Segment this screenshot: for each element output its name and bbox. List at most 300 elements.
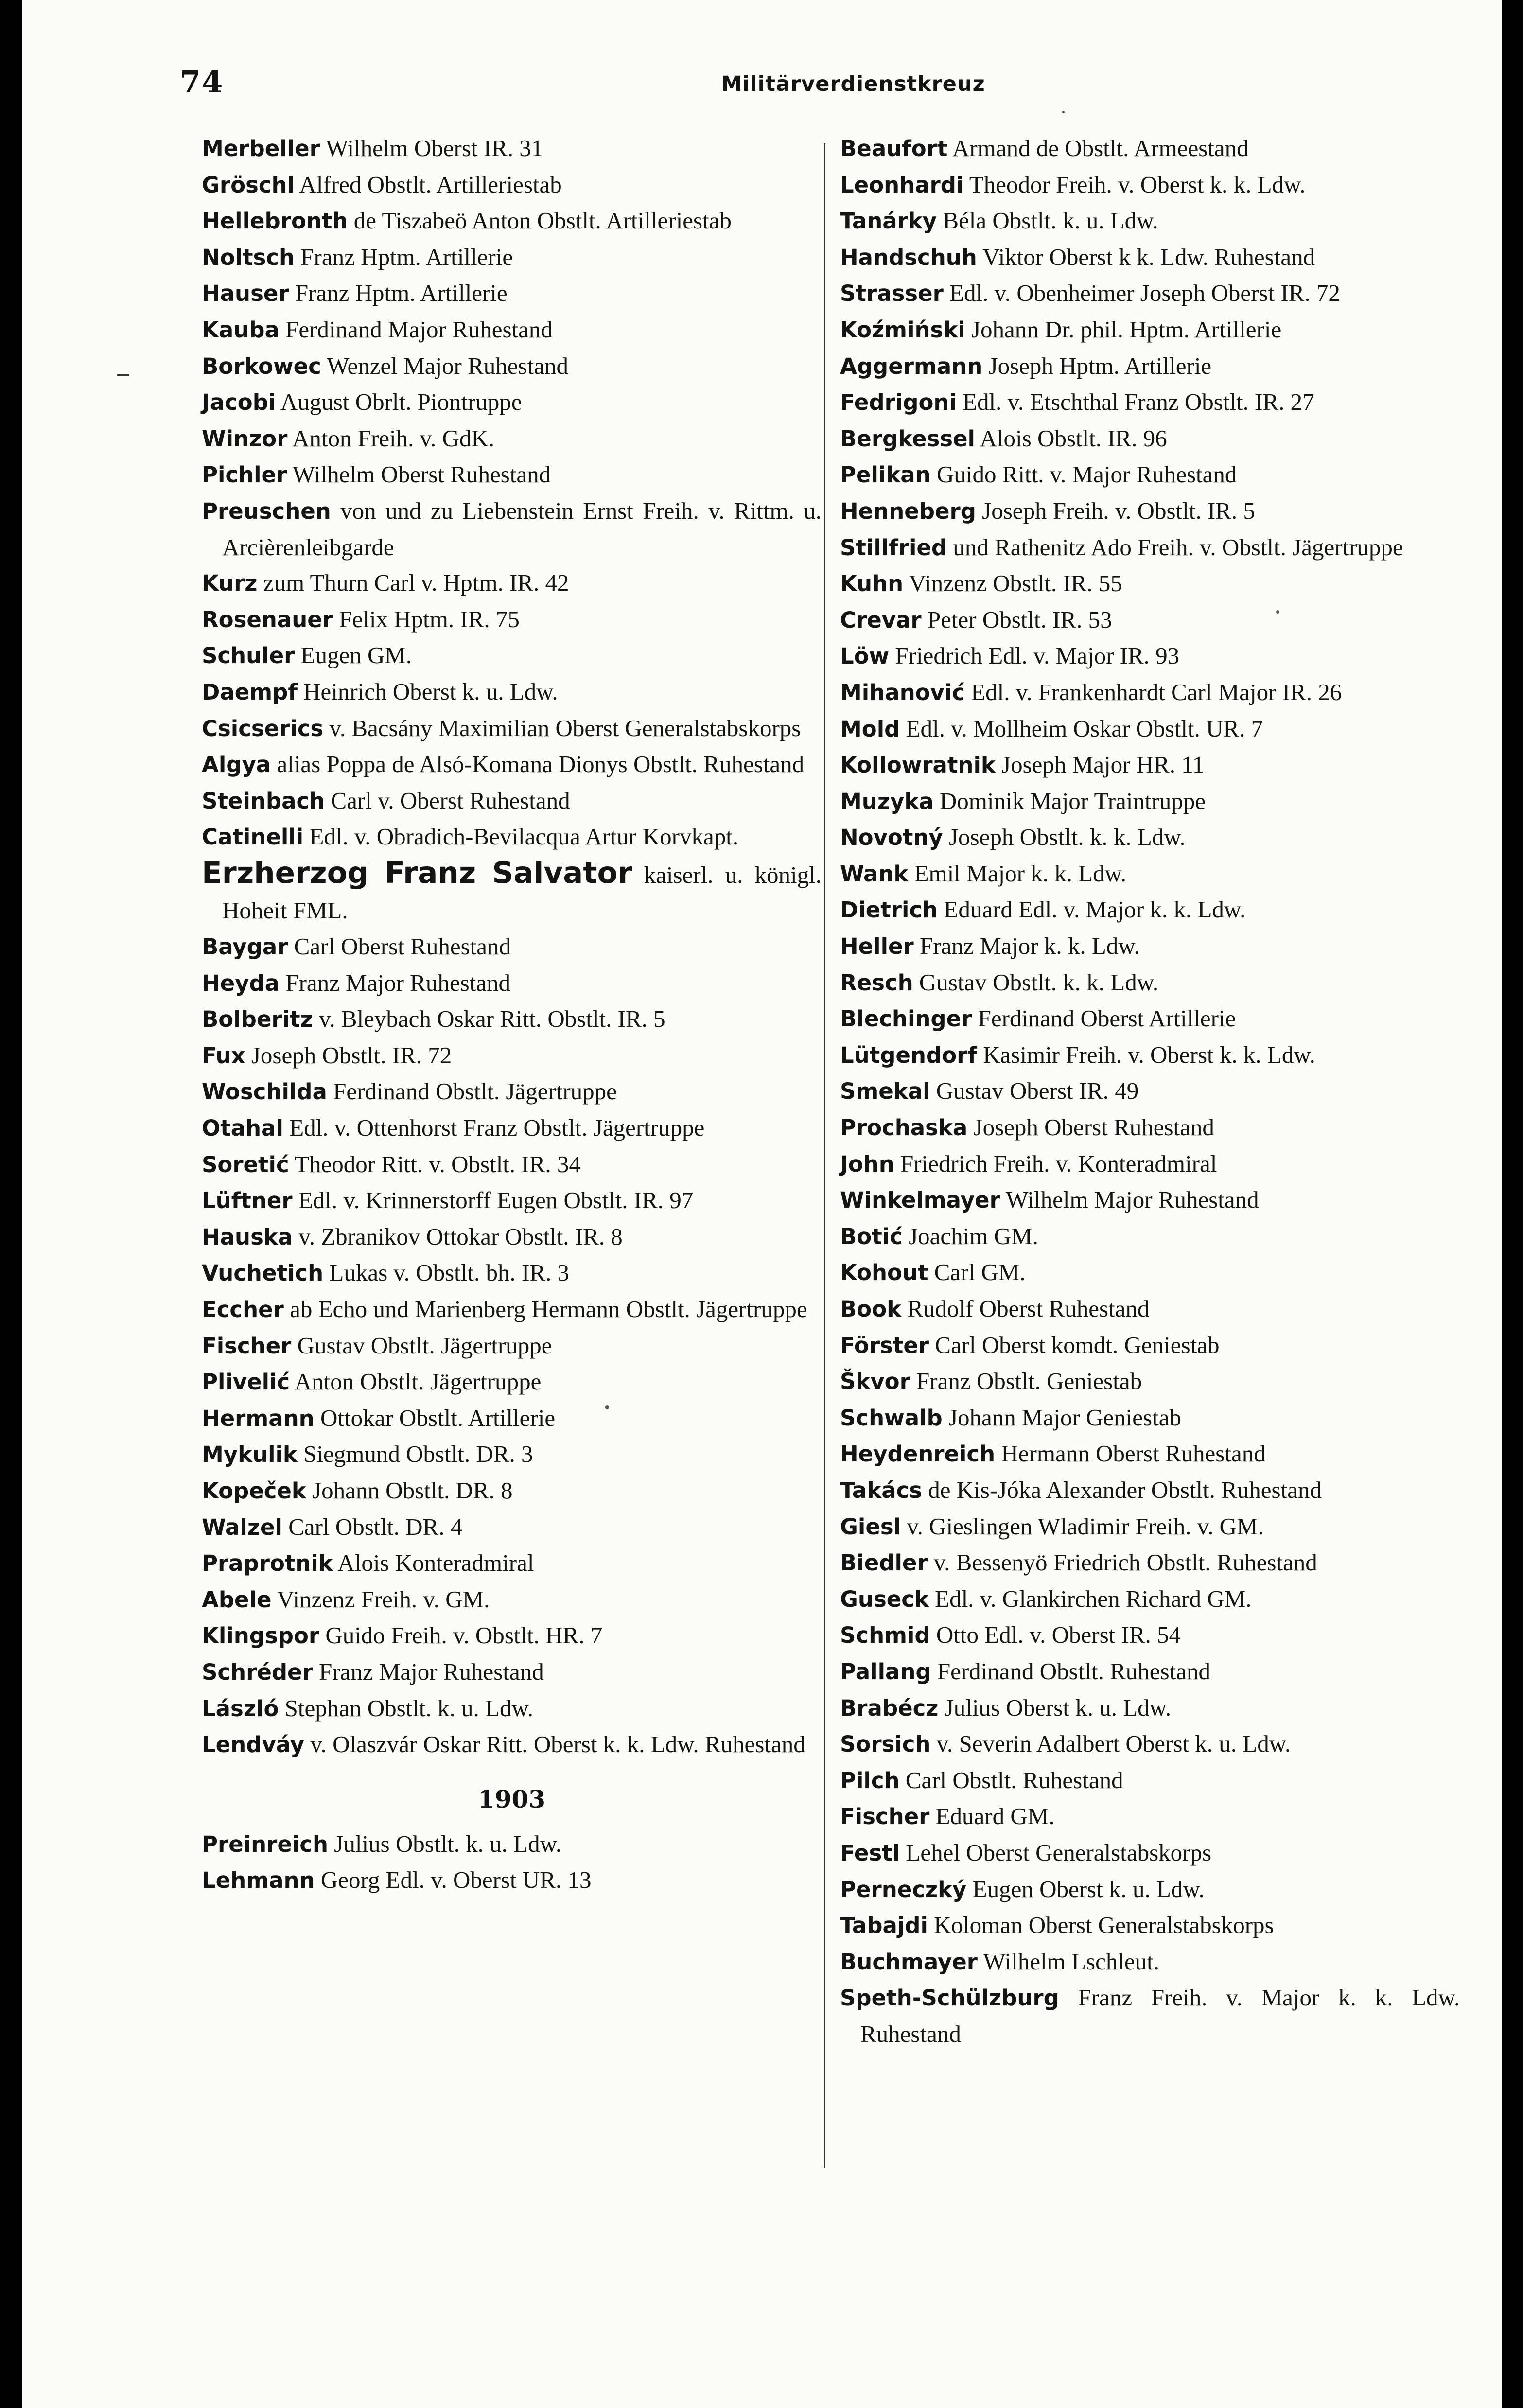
list-entry xyxy=(202,1146,822,1183)
margin-mark xyxy=(117,374,129,376)
entry-details: Wilhelm Oberst Ruhestand xyxy=(292,461,551,488)
entry-details: alias Poppa de Alsó-Komana Dionys Obstlt. Ruhestand xyxy=(277,751,805,778)
entry-surname: Mykulik xyxy=(202,1441,298,1468)
list-entry xyxy=(840,1944,1460,1980)
left-column xyxy=(202,130,822,1898)
entry-details: Edl. v. Ottenhorst Franz Obstlt. Jägertruppe xyxy=(289,1114,705,1142)
entry-surname: Merbeller xyxy=(202,136,320,161)
entry-surname: Hermann xyxy=(202,1405,315,1431)
entry-surname: Plivelić xyxy=(202,1369,290,1395)
entry-surname: Tabajdi xyxy=(840,1913,928,1939)
entry-details: Ottokar Obstlt. Artillerie xyxy=(320,1404,556,1431)
entry-surname: Fedrigoni xyxy=(840,389,957,416)
book-page xyxy=(22,0,1502,2408)
entry-details: Joseph Hptm. Artillerie xyxy=(988,352,1212,379)
list-entry xyxy=(202,1617,822,1654)
page-number: 74 xyxy=(180,64,224,100)
list-entry xyxy=(840,1581,1460,1617)
running-title: Militärverdienstkreuz xyxy=(721,72,985,96)
list-entry xyxy=(840,1109,1460,1146)
entry-surname: Gröschl xyxy=(202,172,295,198)
list-entry xyxy=(840,130,1460,167)
entry-details: v. Bessenyö Friedrich Obstlt. Ruhestand xyxy=(933,1549,1317,1576)
entry-surname: Csicserics xyxy=(202,715,324,741)
entry-surname: Dietrich xyxy=(840,897,938,923)
entry-details: Joseph Oberst Ruhestand xyxy=(973,1114,1214,1141)
list-entry xyxy=(840,384,1460,421)
entry-surname: Schréder xyxy=(202,1659,313,1685)
entry-details: Edl. v. Obenheimer Joseph Oberst IR. 72 xyxy=(949,280,1340,307)
entry-details: Ferdinand Obstlt. Jägertruppe xyxy=(333,1078,617,1105)
entry-surname: Lendváy xyxy=(202,1732,305,1758)
list-entry xyxy=(840,1690,1460,1726)
entry-surname: Kurz xyxy=(202,570,258,597)
entry-details: zum Thurn Carl v. Hptm. IR. 42 xyxy=(263,569,569,597)
entry-details: Carl Obstlt. Ruhestand xyxy=(905,1766,1123,1793)
entry-details: Anton Obstlt. Jägertruppe xyxy=(294,1368,542,1395)
list-entry xyxy=(202,1400,822,1437)
list-entry xyxy=(202,239,822,276)
column-divider xyxy=(824,143,825,2168)
entry-details: kaiserl. u. königl. Hoheit FML. xyxy=(222,861,822,924)
entry-surname: Škvor xyxy=(840,1369,910,1395)
entry-surname: Pilch xyxy=(840,1767,900,1793)
entry-surname: Botić xyxy=(840,1223,903,1249)
entry-surname: Stillfried xyxy=(840,534,947,561)
entry-details: v. Olaszvár Oskar Ritt. Oberst k. k. Ldw. Ruhestand xyxy=(310,1731,805,1758)
entry-details: Eugen GM. xyxy=(300,642,412,669)
list-entry xyxy=(202,1255,822,1291)
list-entry xyxy=(840,1472,1460,1509)
list-entry xyxy=(202,1654,822,1690)
list-entry xyxy=(202,783,822,819)
entry-details: Alois Obstlt. IR. 96 xyxy=(980,424,1167,452)
entry-surname: Mold xyxy=(840,716,900,742)
left-entry-list xyxy=(202,130,822,1763)
list-entry xyxy=(840,819,1460,856)
entry-details: Otto Edl. v. Oberst IR. 54 xyxy=(936,1621,1181,1649)
entry-surname: Blechinger xyxy=(840,1006,972,1032)
entry-surname: Soretić xyxy=(202,1151,289,1178)
entry-surname: Heydenreich xyxy=(840,1441,996,1467)
entry-details: Edl. v. Krinnerstorff Eugen Obstlt. IR. 97 xyxy=(298,1187,694,1214)
list-entry xyxy=(840,1363,1460,1400)
entry-details: Eduard GM. xyxy=(935,1803,1055,1830)
entry-surname: Fischer xyxy=(840,1804,930,1830)
entry-surname: Walzel xyxy=(202,1514,282,1540)
list-entry xyxy=(202,1473,822,1509)
list-entry xyxy=(202,421,822,457)
entry-details: Lukas v. Obstlt. bh. IR. 3 xyxy=(329,1259,570,1286)
scan-border-left xyxy=(0,0,22,2408)
list-entry xyxy=(202,167,822,203)
list-entry xyxy=(840,1073,1460,1109)
list-entry xyxy=(840,1871,1460,1908)
list-entry xyxy=(840,1146,1460,1182)
entry-details: Franz Major Ruhestand xyxy=(285,969,511,996)
list-entry xyxy=(202,601,822,638)
list-entry xyxy=(840,1037,1460,1073)
entry-surname: Fux xyxy=(202,1042,245,1069)
entry-surname: Muzyka xyxy=(840,788,934,814)
entry-details: Gustav Oberst IR. 49 xyxy=(936,1077,1139,1105)
entry-details: Guido Ritt. v. Major Ruhestand xyxy=(936,461,1237,488)
entry-details: Ferdinand Obstlt. Ruhestand xyxy=(937,1657,1210,1685)
list-entry xyxy=(840,892,1460,928)
list-entry xyxy=(840,457,1460,493)
entry-surname: Klingspor xyxy=(202,1623,320,1649)
entry-surname: Eccher xyxy=(202,1297,284,1322)
entry-surname: Abele xyxy=(202,1586,272,1613)
entry-surname: Prochaska xyxy=(840,1115,968,1141)
entry-details: Emil Major k. k. Ldw. xyxy=(914,860,1127,887)
entry-details: Kasimir Freih. v. Oberst k. k. Ldw. xyxy=(983,1041,1315,1068)
entry-surname: Festl xyxy=(840,1840,900,1866)
list-entry xyxy=(202,1436,822,1473)
entry-surname: Löw xyxy=(840,643,890,669)
entry-details: Julius Obstlt. k. u. Ldw. xyxy=(334,1830,562,1857)
entry-details: Friedrich Edl. v. Major IR. 93 xyxy=(895,642,1180,669)
entry-surname: Preinreich xyxy=(202,1831,329,1857)
list-entry xyxy=(202,1690,822,1727)
entry-details: Carl Obstlt. DR. 4 xyxy=(288,1513,463,1540)
entry-details: Friedrich Freih. v. Konteradmiral xyxy=(900,1150,1217,1177)
entry-details: Franz Hptm. Artillerie xyxy=(300,243,513,270)
entry-details: Franz Hptm. Artillerie xyxy=(295,280,508,307)
entry-surname: Hauska xyxy=(202,1224,293,1250)
entry-details: Johann Major Geniestab xyxy=(948,1404,1181,1431)
left-entry-list-1903 xyxy=(202,1826,822,1898)
entry-details: de Tiszabeö Anton Obstlt. Artilleriestab xyxy=(353,207,732,234)
list-entry xyxy=(202,1291,822,1328)
entry-surname: Jacobi xyxy=(202,389,276,416)
entry-details: Guido Freih. v. Obstlt. HR. 7 xyxy=(325,1622,603,1649)
print-speck xyxy=(1062,111,1065,113)
list-entry xyxy=(840,1327,1460,1364)
list-entry xyxy=(840,856,1460,892)
entry-details: Gustav Obstlt. Jägertruppe xyxy=(297,1332,552,1359)
entry-details: Vinzenz Freih. v. GM. xyxy=(277,1585,490,1613)
entry-details: Lehel Oberst Generalstabskorps xyxy=(906,1839,1212,1866)
entry-surname: Pichler xyxy=(202,462,287,488)
list-entry xyxy=(202,710,822,747)
entry-details: Wilhelm Lschleut. xyxy=(983,1948,1160,1975)
entry-details: Edl. v. Glankirchen Richard GM. xyxy=(935,1585,1252,1612)
list-entry xyxy=(202,457,822,493)
entry-surname: Mihanović xyxy=(840,679,965,705)
list-entry xyxy=(202,1328,822,1364)
entry-details: Armand de Obstlt. Armeestand xyxy=(952,135,1249,161)
list-entry xyxy=(840,1254,1460,1291)
entry-details: de Kis-Jóka Alexander Obstlt. Ruhestand xyxy=(928,1476,1322,1503)
entry-details: Joseph Freih. v. Obstlt. IR. 5 xyxy=(982,497,1255,524)
list-entry xyxy=(202,275,822,312)
entry-details: Béla Obstlt. k. u. Ldw. xyxy=(943,207,1158,234)
entry-details: Edl. v. Obradich-Bevilacqua Artur Korvkapt. xyxy=(309,823,739,850)
year-heading: 1903 xyxy=(477,1784,546,1813)
list-entry xyxy=(202,1182,822,1219)
list-entry xyxy=(202,1726,822,1763)
entry-details: Eugen Oberst k. u. Ldw. xyxy=(972,1875,1205,1902)
list-entry xyxy=(202,1862,822,1898)
entry-details: Joseph Obstlt. IR. 72 xyxy=(251,1041,452,1069)
list-entry xyxy=(202,203,822,239)
entry-surname: Schmid xyxy=(840,1622,930,1649)
list-entry xyxy=(840,674,1460,711)
entry-details: Stephan Obstlt. k. u. Ldw. xyxy=(284,1694,533,1722)
list-entry xyxy=(840,203,1460,239)
list-entry xyxy=(840,493,1460,529)
list-entry xyxy=(840,1762,1460,1799)
entry-surname: Pelikan xyxy=(840,462,931,488)
entry-details: Johann Dr. phil. Hptm. Artillerie xyxy=(971,316,1282,343)
list-entry xyxy=(202,1110,822,1146)
entry-surname: Henneberg xyxy=(840,498,976,524)
list-entry xyxy=(202,965,822,1002)
entry-details: Hermann Oberst Ruhestand xyxy=(1001,1440,1266,1467)
entry-surname: Förster xyxy=(840,1332,929,1358)
entry-details: Edl. v. Etschthal Franz Obstlt. IR. 27 xyxy=(963,388,1314,416)
entry-surname: Algya xyxy=(202,752,271,778)
entry-surname: Biedler xyxy=(840,1550,928,1576)
list-entry xyxy=(840,239,1460,276)
entry-details: Carl v. Oberst Ruhestand xyxy=(331,787,570,814)
entry-surname: Perneczký xyxy=(840,1876,967,1902)
entry-details: Alfred Obstlt. Artilleriestab xyxy=(299,171,562,198)
list-entry xyxy=(202,855,822,929)
entry-details: Heinrich Oberst k. u. Ldw. xyxy=(303,678,558,705)
entry-surname: Winzor xyxy=(202,425,288,452)
entry-details: Carl Oberst komdt. Geniestab xyxy=(935,1331,1220,1358)
entry-details: Gustav Obstlt. k. k. Ldw. xyxy=(919,968,1159,996)
entry-details: Alois Konteradmiral xyxy=(337,1549,534,1577)
entry-details: Georg Edl. v. Oberst UR. 13 xyxy=(320,1866,592,1894)
entry-surname: Tanárky xyxy=(840,208,937,234)
list-entry xyxy=(202,1001,822,1037)
list-entry xyxy=(840,928,1460,965)
right-column xyxy=(840,130,1460,2052)
entry-surname: Wank xyxy=(840,861,909,887)
entry-details: Edl. v. Mollheim Oskar Obstlt. UR. 7 xyxy=(906,715,1263,742)
entry-details: Ferdinand Oberst Artillerie xyxy=(978,1005,1236,1032)
entry-surname: Strasser xyxy=(840,281,944,307)
entry-surname: Sorsich xyxy=(840,1731,931,1758)
entry-details: und Rathenitz Ado Freih. v. Obstlt. Jägertruppe xyxy=(953,533,1403,561)
entry-details: v. Gieslingen Wladimir Freih. v. GM. xyxy=(907,1512,1264,1540)
entry-details: Edl. v. Frankenhardt Carl Major IR. 26 xyxy=(971,678,1342,705)
entry-details: Carl GM. xyxy=(934,1259,1026,1286)
entry-details: v. Bacsány Maximilian Oberst Generalstabskorps xyxy=(329,714,801,741)
list-entry xyxy=(840,747,1460,783)
entry-details: Dominik Major Traintruppe xyxy=(939,787,1206,814)
list-entry xyxy=(202,312,822,348)
list-entry xyxy=(202,348,822,385)
entry-surname: Giesl xyxy=(840,1513,901,1540)
entry-surname: Smekal xyxy=(840,1078,930,1105)
list-entry xyxy=(840,529,1460,566)
right-entry-list xyxy=(840,130,1460,2052)
list-entry xyxy=(202,1073,822,1110)
entry-details: Siegmund Obstlt. DR. 3 xyxy=(303,1441,533,1468)
entry-surname: Bolberitz xyxy=(202,1006,313,1033)
entry-details: ab Echo und Marienberg Hermann Obstlt. Jägertruppe xyxy=(290,1296,807,1322)
entry-surname: Kohout xyxy=(840,1260,928,1286)
list-entry xyxy=(840,783,1460,820)
entry-details: Johann Obstlt. DR. 8 xyxy=(312,1476,513,1504)
entry-details: Joseph Obstlt. k. k. Ldw. xyxy=(948,824,1186,851)
list-entry xyxy=(840,1400,1460,1436)
entry-surname: Hellebronth xyxy=(202,208,348,234)
entry-surname: Bergkessel xyxy=(840,425,975,452)
entry-surname: Hauser xyxy=(202,281,289,307)
entry-details: Felix Hptm. IR. 75 xyxy=(339,605,520,633)
entry-surname: Koźmiński xyxy=(840,316,965,343)
list-entry xyxy=(840,565,1460,602)
list-entry xyxy=(840,711,1460,747)
entry-details: v. Bleybach Oskar Ritt. Obstlt. IR. 5 xyxy=(318,1005,665,1033)
list-entry xyxy=(202,384,822,421)
entry-surname: Winkelmayer xyxy=(840,1187,1000,1213)
list-entry xyxy=(202,674,822,710)
print-speck xyxy=(1276,610,1279,614)
entry-surname: Resch xyxy=(840,969,913,996)
entry-details: Viktor Oberst k k. Ldw. Ruhestand xyxy=(982,243,1315,270)
entry-surname: Kuhn xyxy=(840,571,904,597)
list-entry xyxy=(840,965,1460,1001)
list-entry xyxy=(202,130,822,167)
entry-surname: Vuchetich xyxy=(202,1260,324,1286)
entry-surname: Novotný xyxy=(840,825,943,851)
entry-surname: Lütgendorf xyxy=(840,1042,977,1068)
entry-details: Joseph Major HR. 11 xyxy=(1001,751,1205,778)
list-entry xyxy=(840,602,1460,638)
list-entry xyxy=(840,1980,1460,2052)
entry-details: von und zu Liebenstein Ernst Freih. v. Rittm. u. Arcièrenleibgarde xyxy=(222,497,822,561)
entry-surname: László xyxy=(202,1695,279,1722)
entry-surname: Heyda xyxy=(202,970,280,996)
entry-surname: Daempf xyxy=(202,679,298,705)
entry-details: Rudolf Oberst Ruhestand xyxy=(907,1295,1150,1322)
entry-details: Julius Oberst k. u. Ldw. xyxy=(944,1694,1172,1721)
list-entry xyxy=(840,312,1460,348)
entry-surname: Woschilda xyxy=(202,1079,327,1105)
entry-details: Ferdinand Major Ruhestand xyxy=(285,316,553,343)
entry-details: August Obrlt. Piontruppe xyxy=(280,388,522,416)
entry-details: Franz Major Ruhestand xyxy=(319,1658,544,1685)
list-entry xyxy=(840,1835,1460,1871)
entry-details: Wilhelm Major Ruhestand xyxy=(1006,1186,1259,1213)
entry-surname: Preuschen xyxy=(202,498,331,524)
entry-surname: Buchmayer xyxy=(840,1949,978,1975)
list-entry xyxy=(840,1436,1460,1472)
list-entry xyxy=(202,1826,822,1863)
list-entry xyxy=(840,348,1460,385)
entry-details: Carl Oberst Ruhestand xyxy=(294,933,511,960)
list-entry xyxy=(840,638,1460,674)
list-entry xyxy=(840,167,1460,203)
list-entry xyxy=(202,493,822,565)
list-entry xyxy=(840,421,1460,457)
list-entry xyxy=(840,1509,1460,1545)
entry-surname: Heller xyxy=(840,933,914,960)
entry-details: Wenzel Major Ruhestand xyxy=(327,352,568,379)
entry-details: Theodor Ritt. v. Obstlt. IR. 34 xyxy=(295,1150,581,1178)
entry-details: Joachim GM. xyxy=(909,1222,1038,1249)
entry-surname: Brabécz xyxy=(840,1695,939,1721)
list-entry xyxy=(202,1509,822,1546)
entry-details: Franz Obstlt. Geniestab xyxy=(916,1368,1142,1395)
entry-surname: Aggermann xyxy=(840,353,983,379)
list-entry xyxy=(840,1907,1460,1944)
list-entry xyxy=(840,1798,1460,1835)
entry-surname: Steinbach xyxy=(202,788,325,814)
list-entry xyxy=(202,1545,822,1582)
list-entry xyxy=(840,1726,1460,1762)
list-entry xyxy=(202,1219,822,1255)
scan-border-right xyxy=(1502,0,1523,2408)
entry-details: Wilhelm Oberst IR. 31 xyxy=(326,135,543,161)
entry-details: v. Severin Adalbert Oberst k. u. Ldw. xyxy=(936,1730,1291,1758)
entry-surname: Schwalb xyxy=(840,1405,943,1431)
list-entry xyxy=(840,1182,1460,1218)
entry-details: Koloman Oberst Generalstabskorps xyxy=(934,1912,1274,1939)
list-entry xyxy=(202,565,822,601)
entry-surname: Book xyxy=(840,1296,902,1322)
entry-details: Theodor Freih. v. Oberst k. k. Ldw. xyxy=(969,171,1306,198)
entry-details: Anton Freih. v. GdK. xyxy=(292,424,494,452)
entry-surname: Fischer xyxy=(202,1333,292,1359)
list-entry xyxy=(840,1001,1460,1037)
entry-surname: Baygar xyxy=(202,934,288,960)
list-entry xyxy=(840,1218,1460,1255)
entry-surname: Takács xyxy=(840,1477,923,1503)
list-entry xyxy=(840,1545,1460,1581)
entry-surname: Lüftner xyxy=(202,1188,293,1214)
entry-surname: Leonhardi xyxy=(840,172,964,198)
entry-surname: Beaufort xyxy=(840,136,948,161)
entry-surname: Otahal xyxy=(202,1115,283,1142)
list-entry xyxy=(840,1291,1460,1327)
entry-surname: Kopeček xyxy=(202,1477,306,1504)
entry-details: Eduard Edl. v. Major k. k. Ldw. xyxy=(944,896,1246,923)
entry-surname: Erzherzog Franz Salvator xyxy=(202,855,632,890)
entry-details: Vinzenz Obstlt. IR. 55 xyxy=(909,570,1122,597)
entry-surname: Kauba xyxy=(202,316,280,343)
list-entry xyxy=(202,637,822,674)
list-entry xyxy=(202,746,822,783)
entry-surname: Schuler xyxy=(202,643,295,669)
list-entry xyxy=(202,1364,822,1400)
entry-surname: Speth-Schülzburg xyxy=(840,1985,1059,2011)
list-entry xyxy=(202,929,822,965)
list-entry xyxy=(202,1037,822,1074)
list-entry xyxy=(202,1582,822,1618)
entry-surname: Borkowec xyxy=(202,353,321,379)
entry-surname: Handschuh xyxy=(840,244,977,270)
print-speck xyxy=(605,1405,609,1409)
entry-surname: Praprotnik xyxy=(202,1550,333,1577)
entry-surname: Crevar xyxy=(840,607,922,633)
entry-details: v. Zbranikov Ottokar Obstlt. IR. 8 xyxy=(298,1223,623,1250)
entry-surname: Kollowratnik xyxy=(840,752,996,778)
entry-details: Peter Obstlt. IR. 53 xyxy=(927,606,1112,633)
entry-details: Franz Major k. k. Ldw. xyxy=(920,932,1140,960)
list-entry xyxy=(840,1617,1460,1653)
entry-surname: Lehmann xyxy=(202,1867,315,1894)
list-entry xyxy=(840,275,1460,312)
list-entry xyxy=(202,819,822,855)
entry-surname: John xyxy=(840,1151,894,1177)
